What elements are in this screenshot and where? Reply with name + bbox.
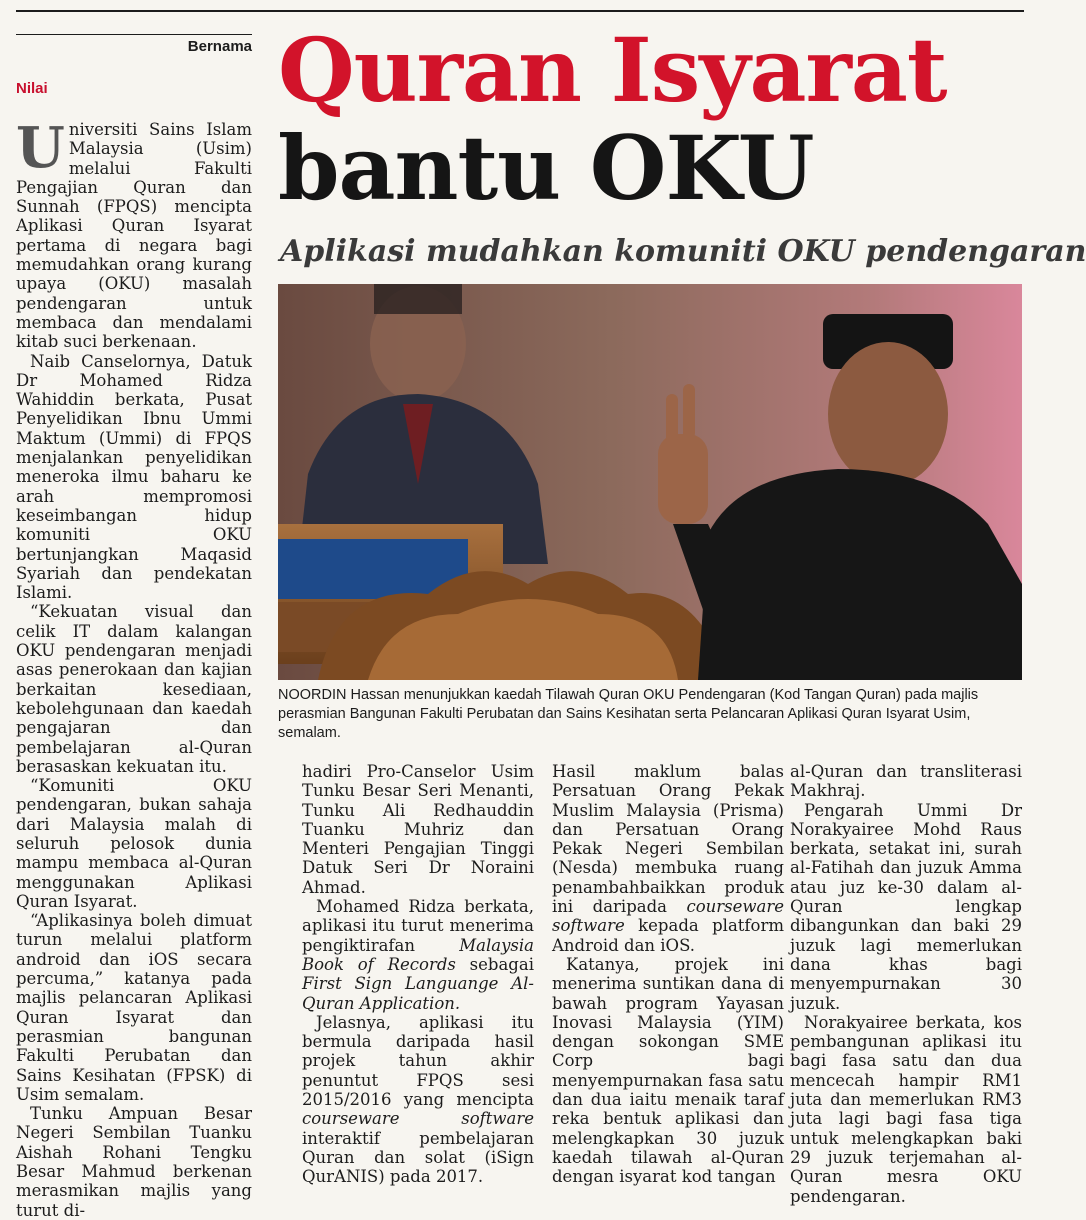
paragraph-9-text-a: Jelasnya, aplikasi itu bermula daripada hasil projek tahun akhir penuntut FPQS sesi 2015/2016 yang mencipta — [302, 1012, 534, 1110]
paragraph-12: al-Quran dan transliterasi Makhraj. — [790, 762, 1022, 801]
headline-line-2: bantu OKU — [278, 116, 814, 220]
article-column-2 — [302, 762, 534, 1187]
top-rule — [16, 10, 1024, 12]
paragraph-8-text-a: Mohamed Ridza berkata, aplikasi itu turut menerima pengiktirafan — [302, 897, 534, 955]
headline-line-1: Quran Isyarat — [278, 18, 947, 122]
paragraph-7: hadiri Pro-Canselor Usim Tunku Besar Seri Menanti, Tunku Ali Redhauddin Tuanku Muhriz dan Menteri Pengajian Tinggi Datuk Seri Dr Noraini Ahmad. — [302, 762, 534, 897]
article-column-3 — [552, 762, 784, 1187]
photo-man-signing-quran-icon — [278, 284, 1022, 680]
paragraph-9-text-b: interaktif pembelajaran Quran dan solat (iSign QurANIS) pada 2017. — [302, 1128, 534, 1187]
paragraph-13: Pengarah Ummi Dr Norakyairee Mohd Raus berkata, setakat ini, surah al-Fatihah dan juzuk Amma atau juz ke-30 dalam al-Quran lengkap dibangunkan dan baki 29 juzuk lagi memerlukan dana khas bagi menyempurnakan 30 juzuk. — [790, 800, 1022, 1013]
paragraph-5: “Aplikasinya boleh dimuat turun melalui platform android dan iOS secara percuma,” katanya pada majlis pelancaran Aplikasi Quran Isyarat dan perasmian bangunan Fakulti Perubatan dan Sains Kesihatan (FPSK) di Usim semalam. — [16, 911, 252, 1104]
article-column-1 — [16, 115, 252, 1220]
deck-subheadline: Aplikasi mudahkan komuniti OKU pendengaran — [280, 234, 1086, 269]
news-photo — [278, 284, 1022, 680]
paragraph-1 — [16, 115, 252, 352]
paragraph-10-italic: courseware software — [552, 897, 784, 936]
byline: Bernama — [187, 38, 252, 55]
drop-cap: U — [16, 115, 65, 181]
paragraph-9 — [302, 1013, 534, 1187]
paragraph-4: “Komuniti OKU pendengaran, bukan sahaja dari Malaysia malah di seluruh pelosok dunia mampu membaca al-Quran menggunakan Aplikasi Quran Isyarat. — [16, 776, 252, 911]
paragraph-3: “Kekuatan visual dan celik IT dalam kalangan OKU pendengaran menjadi asas penerokaan dan kajian berkaitan kesediaan, kebolehgunaan dan kaedah pengajaran dan pembelajaran al-Quran berasaskan kekuatan itu. — [16, 602, 252, 776]
paragraph-10 — [552, 762, 784, 955]
paragraph-1-text: niversiti Sains Islam Malaysia (Usim) melalui Fakulti Pengajian Quran dan Sunnah (FPQS) mencipta Aplikasi Quran Isyarat pertama di negara bagi memudahkan orang kurang upaya (OKU) masalah pendengaran untuk membaca dan mendalami kitab suci berkenaan. — [16, 120, 252, 352]
paragraph-14: Norakyairee berkata, kos pembangunan aplikasi itu bagi fasa satu dan dua mencecah hampir RM1 juta dan memerlukan RM3 juta lagi bagi fasa tiga untuk melengkapkan baki 29 juzuk terjemahan al-Quran mesra OKU pendengaran. — [790, 1012, 1022, 1206]
paragraph-6: Tunku Ampuan Besar Negeri Sembilan Tuanku Aishah Rohani Tengku Besar Mahmud berkenan merasmikan majlis yang turut di- — [16, 1104, 252, 1220]
paragraph-10-text-a: Hasil maklum balas Persatuan Orang Pekak Muslim Malaysia (Prisma) dan Persatuan Orang Pekak Negeri Sembilan (Nesda) membuka ruang penambahbaikkan produk ini daripada — [552, 762, 784, 917]
paragraph-11: Katanya, projek ini menerima suntikan dana di bawah program Yayasan Inovasi Malaysia (YIM) dengan sokongan SME Corp bagi menyempurnakan fasa satu dan dua iaitu menaik taraf reka bentuk aplikasi dan melengkapkan 30 juzuk kaedah tilawah al-Quran dengan isyarat kod tangan — [552, 954, 784, 1187]
photo-caption: NOORDIN Hassan menunjukkan kaedah Tilawah Quran OKU Pendengaran (Kod Tangan Quran) pada majlis perasmian Bangunan Fakulti Perubatan dan Sains Kesihatan serta Pelancaran Aplikasi Quran Isyarat Usim, semalam. — [278, 687, 979, 741]
paragraph-8 — [302, 897, 534, 1013]
paragraph-9-italic: courseware software — [302, 1109, 534, 1129]
paragraph-8-italic-b: First Sign Languange Al-Quran Application. — [302, 974, 534, 1013]
paragraph-8-italic-a: Malaysia Book of Records — [302, 935, 534, 974]
paragraph-10-text-b: kepada platform Android dan iOS. — [552, 916, 784, 955]
dateline: Nilai — [16, 80, 48, 97]
article-column-4 — [790, 762, 1022, 1206]
byline-rule — [16, 34, 252, 35]
paragraph-8-text-b: sebagai — [455, 954, 534, 974]
paragraph-2: Naib Canselornya, Datuk Dr Mohamed Ridza Wahiddin berkata, Pusat Penyelidikan Ibnu Ummi Maktum (Ummi) di FPQS menjalankan penyelidikan meneroka ilmu baharu ke arah mempromosi keseimbangan hidup komuniti OKU bertunjangkan Maqasid Syariah dan pendekatan Islami. — [16, 351, 252, 603]
